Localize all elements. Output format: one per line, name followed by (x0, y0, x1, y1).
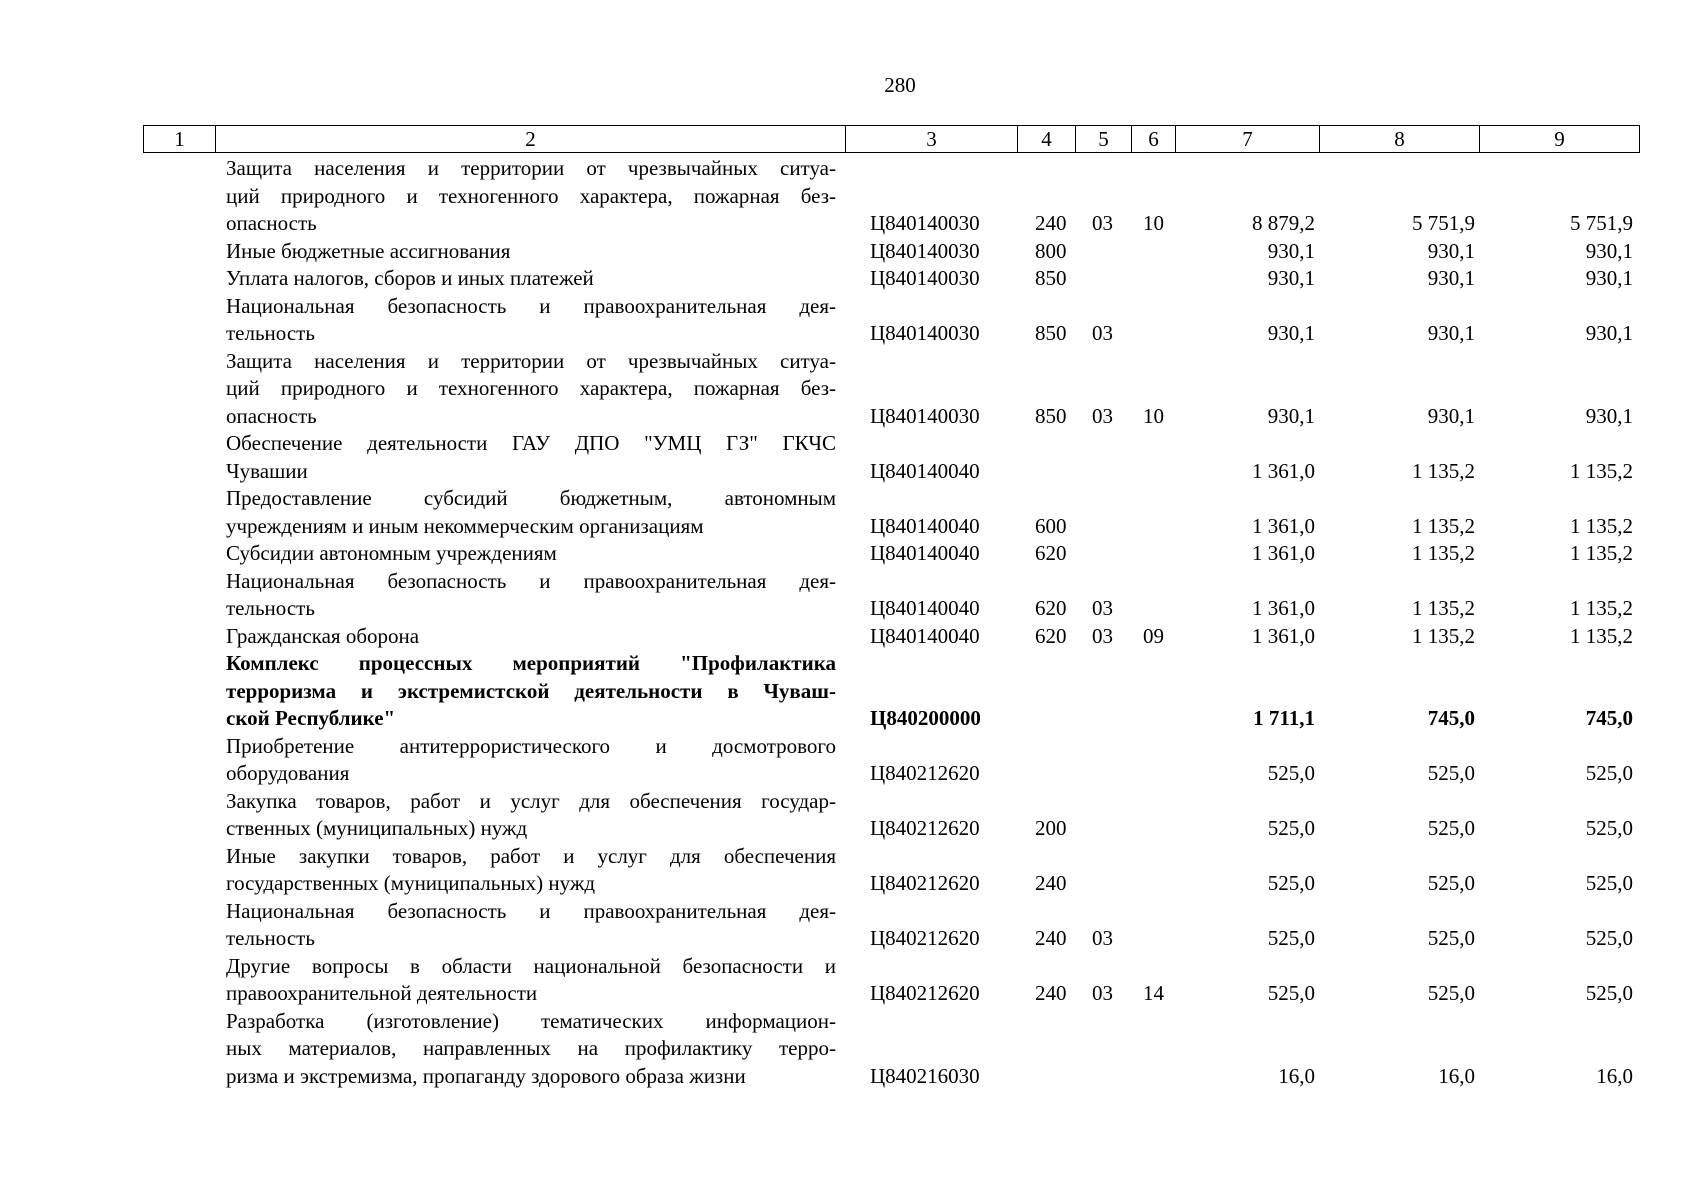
row-values (0, 265, 1697, 293)
row-description-line: ской Республике" (226, 706, 396, 730)
row-code: Ц840140030 (870, 266, 980, 290)
row-description-line: опасность (226, 403, 317, 428)
row-col-7: 930,1 (1267, 266, 1315, 290)
row-col-8: 525,0 (1427, 761, 1475, 785)
table-row (0, 430, 1697, 485)
row-values (0, 210, 1697, 238)
row-description-line: Другие вопросы в области национальной безопасности и (226, 953, 836, 978)
row-code: Ц840140030 (870, 211, 980, 235)
row-col-7: 525,0 (1267, 761, 1315, 785)
row-col-4: 620 (1035, 596, 1067, 620)
row-values (0, 705, 1697, 733)
row-col-4: 800 (1035, 238, 1067, 263)
row-description-line: Приобретение антитеррористического и досмотрового (226, 733, 836, 758)
row-code: Ц840200000 (870, 706, 981, 730)
row-col-9: 525,0 (1585, 871, 1633, 895)
row-col-4: 240 (1035, 981, 1067, 1005)
table-row (0, 953, 1697, 1008)
row-col-5: 03 (1092, 211, 1113, 235)
budget-table-body (0, 155, 1697, 1090)
row-col-7: 1 361,0 (1252, 541, 1315, 565)
row-code: Ц840212620 (870, 871, 980, 895)
row-code: Ц840212620 (870, 981, 980, 1005)
row-col-8: 1 135,2 (1412, 458, 1475, 483)
table-row (0, 293, 1697, 348)
row-description-line: Уплата налогов, сборов и иных платежей (226, 266, 594, 290)
row-col-8: 1 135,2 (1412, 541, 1475, 565)
row-values (0, 238, 1697, 266)
column-header-7: 7 (1176, 126, 1320, 153)
row-col-4: 850 (1035, 321, 1067, 345)
row-col-5: 03 (1092, 623, 1113, 648)
row-col-8: 525,0 (1427, 981, 1475, 1005)
row-code: Ц840140040 (870, 513, 980, 538)
column-header-3: 3 (846, 126, 1018, 153)
row-values (0, 870, 1697, 898)
row-code: Ц840140030 (870, 321, 980, 345)
row-code: Ц840140040 (870, 458, 980, 483)
table-row (0, 348, 1697, 431)
row-description-line: Национальная безопасность и правоохранительная дея- (226, 568, 836, 593)
column-header-row (144, 126, 1640, 153)
row-col-9: 1 135,2 (1570, 541, 1633, 565)
row-description-line: тельность (226, 926, 315, 950)
row-col-9: 1 135,2 (1570, 596, 1633, 620)
row-description-line: Чувашии (226, 458, 308, 483)
row-code: Ц840212620 (870, 926, 980, 950)
row-col-9: 5 751,9 (1570, 211, 1633, 235)
row-code: Ц840212620 (870, 816, 980, 840)
row-col-4: 850 (1035, 266, 1067, 290)
row-description-line: Гражданская оборона (226, 623, 420, 648)
row-description-line: тельность (226, 596, 315, 620)
row-description-line: Иные закупки товаров, работ и услуг для обеспечения (226, 843, 836, 868)
column-header-9: 9 (1480, 126, 1640, 153)
row-col-6: 10 (1143, 403, 1164, 428)
row-description-line: Защита населения и территории от чрезвычайных ситуа- (226, 348, 836, 373)
row-code: Ц840212620 (870, 761, 980, 785)
row-col-8: 930,1 (1427, 266, 1475, 290)
row-col-8: 930,1 (1427, 403, 1475, 428)
row-col-8: 930,1 (1427, 238, 1475, 263)
column-header-4: 4 (1018, 126, 1076, 153)
table-row (0, 623, 1697, 651)
row-code: Ц840140040 (870, 623, 980, 648)
table-row (0, 843, 1697, 898)
row-description-line: ций природного и техногенного характера, пожарная без- (226, 376, 836, 400)
row-col-4: 200 (1035, 816, 1067, 840)
row-col-8: 1 135,2 (1412, 623, 1475, 648)
row-description-line: государственных (муниципальных) нужд (226, 871, 596, 895)
row-description-line: ных материалов, направленных на профилактику терро- (226, 1036, 836, 1060)
row-col-9: 1 135,2 (1570, 458, 1633, 483)
row-col-4: 620 (1035, 541, 1067, 565)
column-header-8: 8 (1320, 126, 1480, 153)
row-values (0, 1063, 1697, 1091)
table-row (0, 265, 1697, 293)
row-col-9: 930,1 (1585, 266, 1633, 290)
row-col-8: 1 135,2 (1412, 596, 1475, 620)
row-col-4: 240 (1035, 211, 1067, 235)
column-header-5: 5 (1076, 126, 1132, 153)
row-col-5: 03 (1092, 926, 1113, 950)
row-col-7: 525,0 (1267, 926, 1315, 950)
row-col-4: 240 (1035, 871, 1067, 895)
row-values (0, 403, 1697, 431)
row-description-line: ственных (муниципальных) нужд (226, 816, 528, 840)
row-values (0, 320, 1697, 348)
row-description-line: Защита населения и территории от чрезвычайных ситуа- (226, 156, 836, 180)
row-col-7: 1 361,0 (1252, 513, 1315, 538)
row-values (0, 458, 1697, 486)
row-code: Ц840140040 (870, 541, 980, 565)
row-description-line: Закупка товаров, работ и услуг для обеспечения государ- (226, 788, 836, 813)
row-description-line: Национальная безопасность и правоохранительная дея- (226, 293, 836, 318)
row-col-7: 930,1 (1267, 238, 1315, 263)
table-row (0, 540, 1697, 568)
row-description-line: Национальная безопасность и правоохранительная дея- (226, 898, 836, 923)
row-col-9: 525,0 (1585, 926, 1633, 950)
row-col-7: 930,1 (1267, 321, 1315, 345)
row-values (0, 623, 1697, 651)
row-description-line: Иные бюджетные ассигнования (226, 238, 511, 263)
row-col-7: 1 711,1 (1253, 706, 1315, 730)
row-col-9: 1 135,2 (1570, 513, 1633, 538)
row-values (0, 595, 1697, 623)
row-col-7: 8 879,2 (1252, 211, 1315, 235)
row-description-line: опасность (226, 211, 317, 235)
row-code: Ц840140030 (870, 403, 980, 428)
row-values (0, 815, 1697, 843)
row-col-7: 525,0 (1267, 816, 1315, 840)
row-col-5: 03 (1092, 981, 1113, 1005)
row-description-line: терроризма и экстремистской деятельности в Чуваш- (226, 678, 836, 703)
row-col-7: 525,0 (1267, 981, 1315, 1005)
row-col-9: 745,0 (1585, 706, 1633, 730)
row-col-8: 745,0 (1427, 706, 1475, 730)
table-row (0, 650, 1697, 733)
row-col-5: 03 (1092, 596, 1113, 620)
table-row (0, 788, 1697, 843)
row-col-9: 1 135,2 (1570, 623, 1633, 648)
row-description-line: оборудования (226, 761, 350, 785)
row-col-6: 14 (1143, 981, 1164, 1005)
row-values (0, 925, 1697, 953)
row-values (0, 980, 1697, 1008)
row-col-7: 1 361,0 (1252, 458, 1315, 483)
row-col-7: 1 361,0 (1252, 596, 1315, 620)
table-row (0, 238, 1697, 266)
row-col-8: 1 135,2 (1412, 513, 1475, 538)
row-description-line: Предоставление субсидий бюджетным, автономным (226, 486, 836, 510)
table-row (0, 155, 1697, 238)
column-header-table (143, 125, 1640, 153)
table-row (0, 485, 1697, 540)
row-col-4: 240 (1035, 926, 1067, 950)
row-col-6: 10 (1143, 211, 1164, 235)
row-col-9: 525,0 (1585, 761, 1633, 785)
row-col-9: 525,0 (1585, 981, 1633, 1005)
row-code: Ц840140030 (870, 238, 980, 263)
row-values (0, 513, 1697, 541)
row-col-4: 850 (1035, 403, 1067, 428)
row-col-7: 16,0 (1278, 1063, 1315, 1088)
row-col-8: 525,0 (1427, 926, 1475, 950)
row-description-line: ризма и экстремизма, пропаганду здорового образа жизни (226, 1063, 746, 1088)
row-code: Ц840140040 (870, 596, 980, 620)
row-col-4: 600 (1035, 513, 1067, 538)
row-col-4: 620 (1035, 623, 1067, 648)
row-description-line: Разработка (изготовление) тематических информацион- (226, 1008, 836, 1033)
row-code: Ц840216030 (870, 1063, 980, 1088)
row-col-6: 09 (1143, 623, 1164, 648)
row-col-8: 525,0 (1427, 816, 1475, 840)
row-col-8: 525,0 (1427, 871, 1475, 895)
row-col-8: 930,1 (1427, 321, 1475, 345)
row-col-7: 1 361,0 (1252, 623, 1315, 648)
column-header-2: 2 (216, 126, 846, 153)
column-header-6: 6 (1132, 126, 1176, 153)
row-col-9: 930,1 (1585, 321, 1633, 345)
row-col-9: 930,1 (1585, 238, 1633, 263)
row-col-9: 16,0 (1596, 1063, 1633, 1088)
row-col-8: 16,0 (1438, 1063, 1475, 1088)
row-values (0, 760, 1697, 788)
row-description-line: тельность (226, 321, 315, 345)
row-description-line: ций природного и техногенного характера, пожарная без- (226, 183, 836, 208)
row-description-line: Обеспечение деятельности ГАУ ДПО "УМЦ ГЗ" ГКЧС (226, 431, 836, 455)
row-description-line: Субсидии автономным учреждениям (226, 541, 557, 565)
row-col-9: 525,0 (1585, 816, 1633, 840)
table-row (0, 568, 1697, 623)
row-description-line: Комплекс процессных мероприятий "Профилактика (226, 651, 836, 675)
row-col-8: 5 751,9 (1412, 211, 1475, 235)
row-col-7: 930,1 (1267, 403, 1315, 428)
page-number: 280 (884, 73, 916, 97)
row-values (0, 540, 1697, 568)
table-row (0, 733, 1697, 788)
row-col-9: 930,1 (1585, 403, 1633, 428)
row-col-5: 03 (1092, 321, 1113, 345)
column-header-1: 1 (144, 126, 216, 153)
row-description-line: учреждениям и иным некоммерческим организациям (226, 513, 704, 538)
row-col-5: 03 (1092, 403, 1113, 428)
row-col-7: 525,0 (1267, 871, 1315, 895)
table-row (0, 898, 1697, 953)
table-row (0, 1008, 1697, 1091)
row-description-line: правоохранительной деятельности (226, 981, 538, 1005)
